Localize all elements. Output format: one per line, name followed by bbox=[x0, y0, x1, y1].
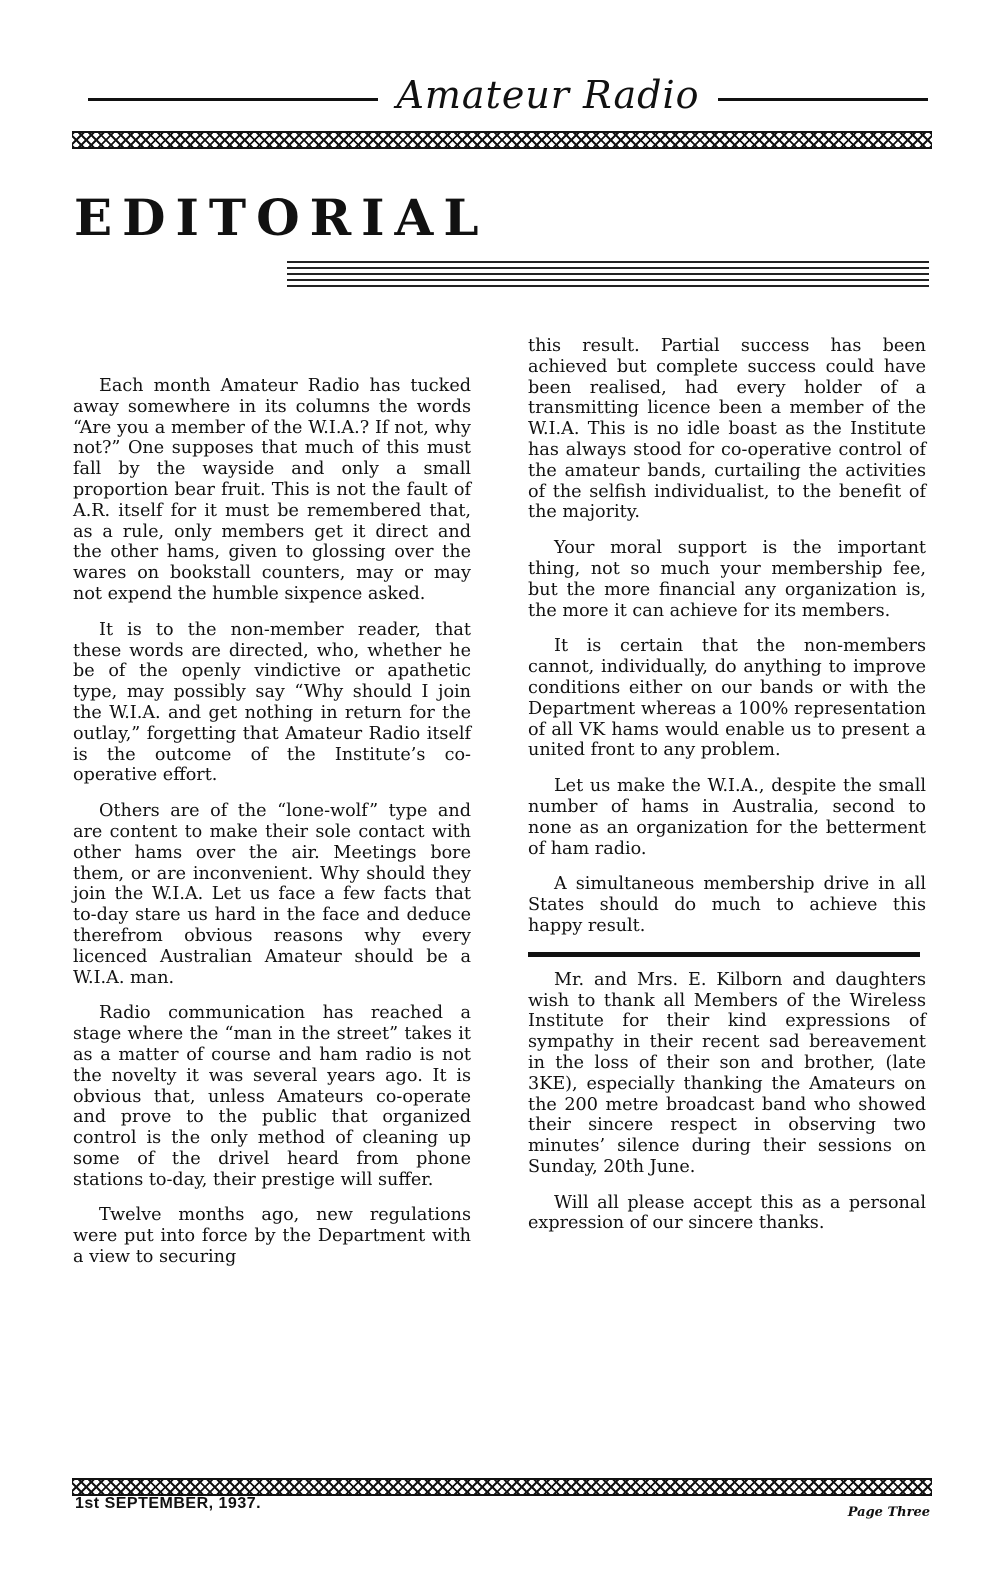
heading-decorative-lines bbox=[287, 261, 929, 291]
paragraph: Radio communication has reached a stage where the “man in the street” takes it as a matter of course and ham radio is not the novelty it was several years ago. It is obvious that, unless Amateurs co-operate and prove to the public that organized control is the only method of cleaning up some of the drivel heard from phone stations to-day, their prestige will suffer. bbox=[73, 1003, 471, 1190]
paragraph: Others are of the “lone-wolf” type and are content to make their sole contact with other hams over the air. Meetings bore them, or are inconvenient. Why should they join the W.I.A. Let us face a few facts that to-day stare us hard in the face and deduce therefrom obvious reasons why every licenced Australian Amateur should be a W.I.A. man. bbox=[73, 801, 471, 988]
paragraph: Your moral support is the important thing, not so much your membership fee, but the more financial any organization is, the more it can achieve for its members. bbox=[528, 538, 926, 621]
masthead-title: Amateur Radio bbox=[396, 73, 700, 117]
thanks-notice: Mr. and Mrs. E. Kilborn and daughters wish to thank all Members of the Wireless Institute for their kind expressions of sympathy in their recent sad bereavement in the loss of their son and brother, (late 3KE), especially thanking the Amateurs on the 200 metre broadcast band who showed their sincere respect in observing two minutes’ silence during their sessions on Sunday, 20th June. bbox=[528, 969, 926, 1177]
thanks-divider bbox=[528, 952, 920, 957]
masthead-rule-right bbox=[718, 98, 928, 101]
top-crosshatch-border bbox=[72, 131, 932, 149]
paragraph: Twelve months ago, new regulations were put into force by the Department with a view to securing bbox=[73, 1205, 471, 1268]
thanks-closing: Will all please accept this as a personal expression of our sincere thanks. bbox=[528, 1192, 926, 1234]
paragraph: Let us make the W.I.A., despite the small number of hams in Australia, second to none as an organization for the betterment of ham radio. bbox=[528, 776, 926, 859]
paragraph: this result. Partial success has been achieved but complete success could have been realised, had every holder of a transmitting licence been a member of the W.I.A. This is no idle boast as the Institute has always stood for co-operative control of the amateur bands, curtailing the activities of the selfish individualist, to the benefit of the majority. bbox=[528, 336, 926, 523]
paragraph: It is certain that the non-members cannot, individually, do anything to improve conditions either on our bands or with the Department whereas a 100% representation of all VK hams would enable us to present a united front to any problem. bbox=[528, 636, 926, 761]
paragraph: Each month Amateur Radio has tucked away somewhere in its columns the words “Are you a member of the W.I.A.? If not, why not?” One supposes that much of this must fall by the wayside and only a small proportion bear fruit. This is not the fault of A.R. itself for it must be remembered that, as a rule, only members get it direct and the other hams, given to glossing over the wares on bookstall counters, may or may not expend the humble sixpence asked. bbox=[73, 376, 471, 604]
right-column bbox=[528, 336, 926, 1249]
paragraph: It is to the non-member reader, that these words are directed, who, whether he be of the openly vindictive or apathetic type, may possibly say “Why should I join the W.I.A. and get nothing in return for the outlay,” forgetting that Amateur Radio itself is the outcome of the Institute’s co-operative effort. bbox=[73, 619, 471, 786]
masthead bbox=[88, 72, 928, 118]
bottom-crosshatch-border bbox=[72, 1478, 932, 1496]
paragraph: A simultaneous membership drive in all States should do much to achieve this happy result. bbox=[528, 874, 926, 936]
issue-date: 1st SEPTEMBER, 1937. bbox=[75, 1495, 262, 1512]
masthead-rule-left bbox=[88, 98, 378, 101]
page-number: Page Three bbox=[847, 1505, 930, 1520]
editorial-heading: EDITORIAL bbox=[74, 188, 489, 247]
left-column bbox=[73, 376, 471, 1283]
